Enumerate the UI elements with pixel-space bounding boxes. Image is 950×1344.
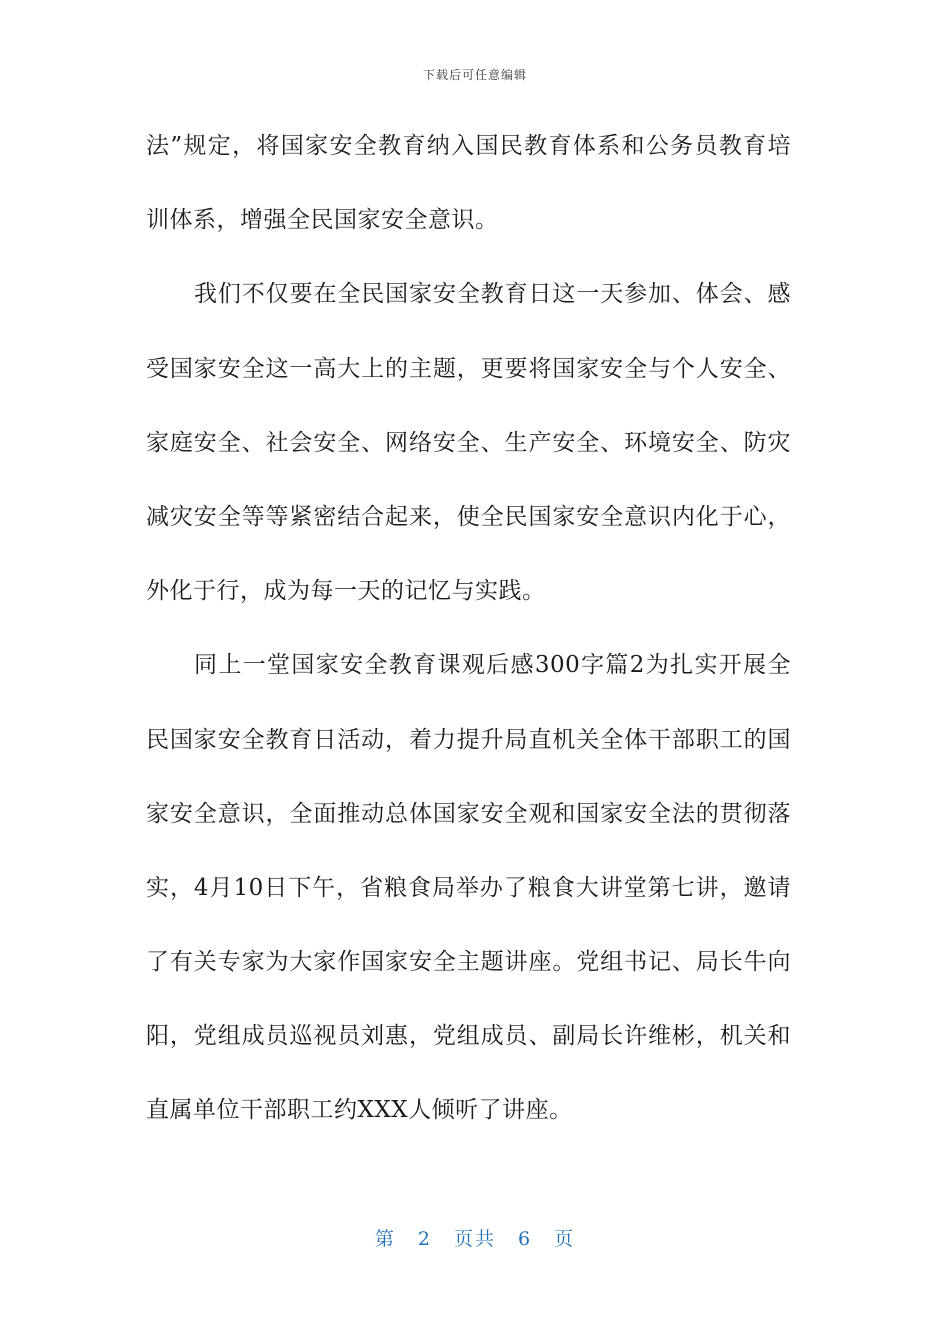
paragraph-3-line-5: 了有关专家为大家作国家安全主题讲座。党组书记、局长牛向 bbox=[146, 949, 791, 976]
paragraph-2-line-5: 外化于行，成为每一天的记忆与实践。 bbox=[146, 578, 546, 605]
document-body bbox=[146, 118, 791, 1157]
paragraph-2-line-3: 家庭安全、社会安全、网络安全、生产安全、环境安全、防灾 bbox=[146, 429, 791, 456]
paragraph-2-line-2: 受国家安全这一高大上的主题，更要将国家安全与个人安全、 bbox=[146, 355, 791, 382]
paragraph-3-line-2: 民国家安全教育日活动，着力提升局直机关全体干部职工的国 bbox=[146, 726, 791, 753]
paragraph-1-line-1: 法”规定，将国家安全教育纳入国民教育体系和公务员教育培 bbox=[146, 133, 791, 159]
paragraph-2-line-4: 减灾安全等等紧密结合起来，使全民国家安全意识内化于心， bbox=[146, 503, 791, 530]
paragraph-3-line-6: 阳，党组成员巡视员刘惠，党组成员、副局长许维彬，机关和 bbox=[146, 1023, 791, 1050]
paragraph-3-line-3: 家安全意识，全面推动总体国家安全观和国家安全法的贯彻落 bbox=[146, 800, 791, 827]
paragraph-3-line-7: 直属单位干部职工约XXX人倾听了讲座。 bbox=[146, 1097, 573, 1124]
paragraph-1-line-2: 训体系，增强全民国家安全意识。 bbox=[146, 207, 499, 234]
paragraph-3-line-4: 实，4月10日下午，省粮食局举办了粮食大讲堂第七讲，邀请 bbox=[146, 874, 791, 901]
paragraph-2-line-1: 我们不仅要在全民国家安全教育日这一天参加、体会、感 bbox=[194, 281, 791, 308]
paragraph-3-line-1: 同上一堂国家安全教育课观后感300字篇2为扎实开展全 bbox=[194, 652, 791, 679]
page-number-footer: 第 2 页共 6 页 bbox=[374, 1228, 576, 1250]
page-header: 下载后可任意编辑 bbox=[422, 68, 527, 82]
